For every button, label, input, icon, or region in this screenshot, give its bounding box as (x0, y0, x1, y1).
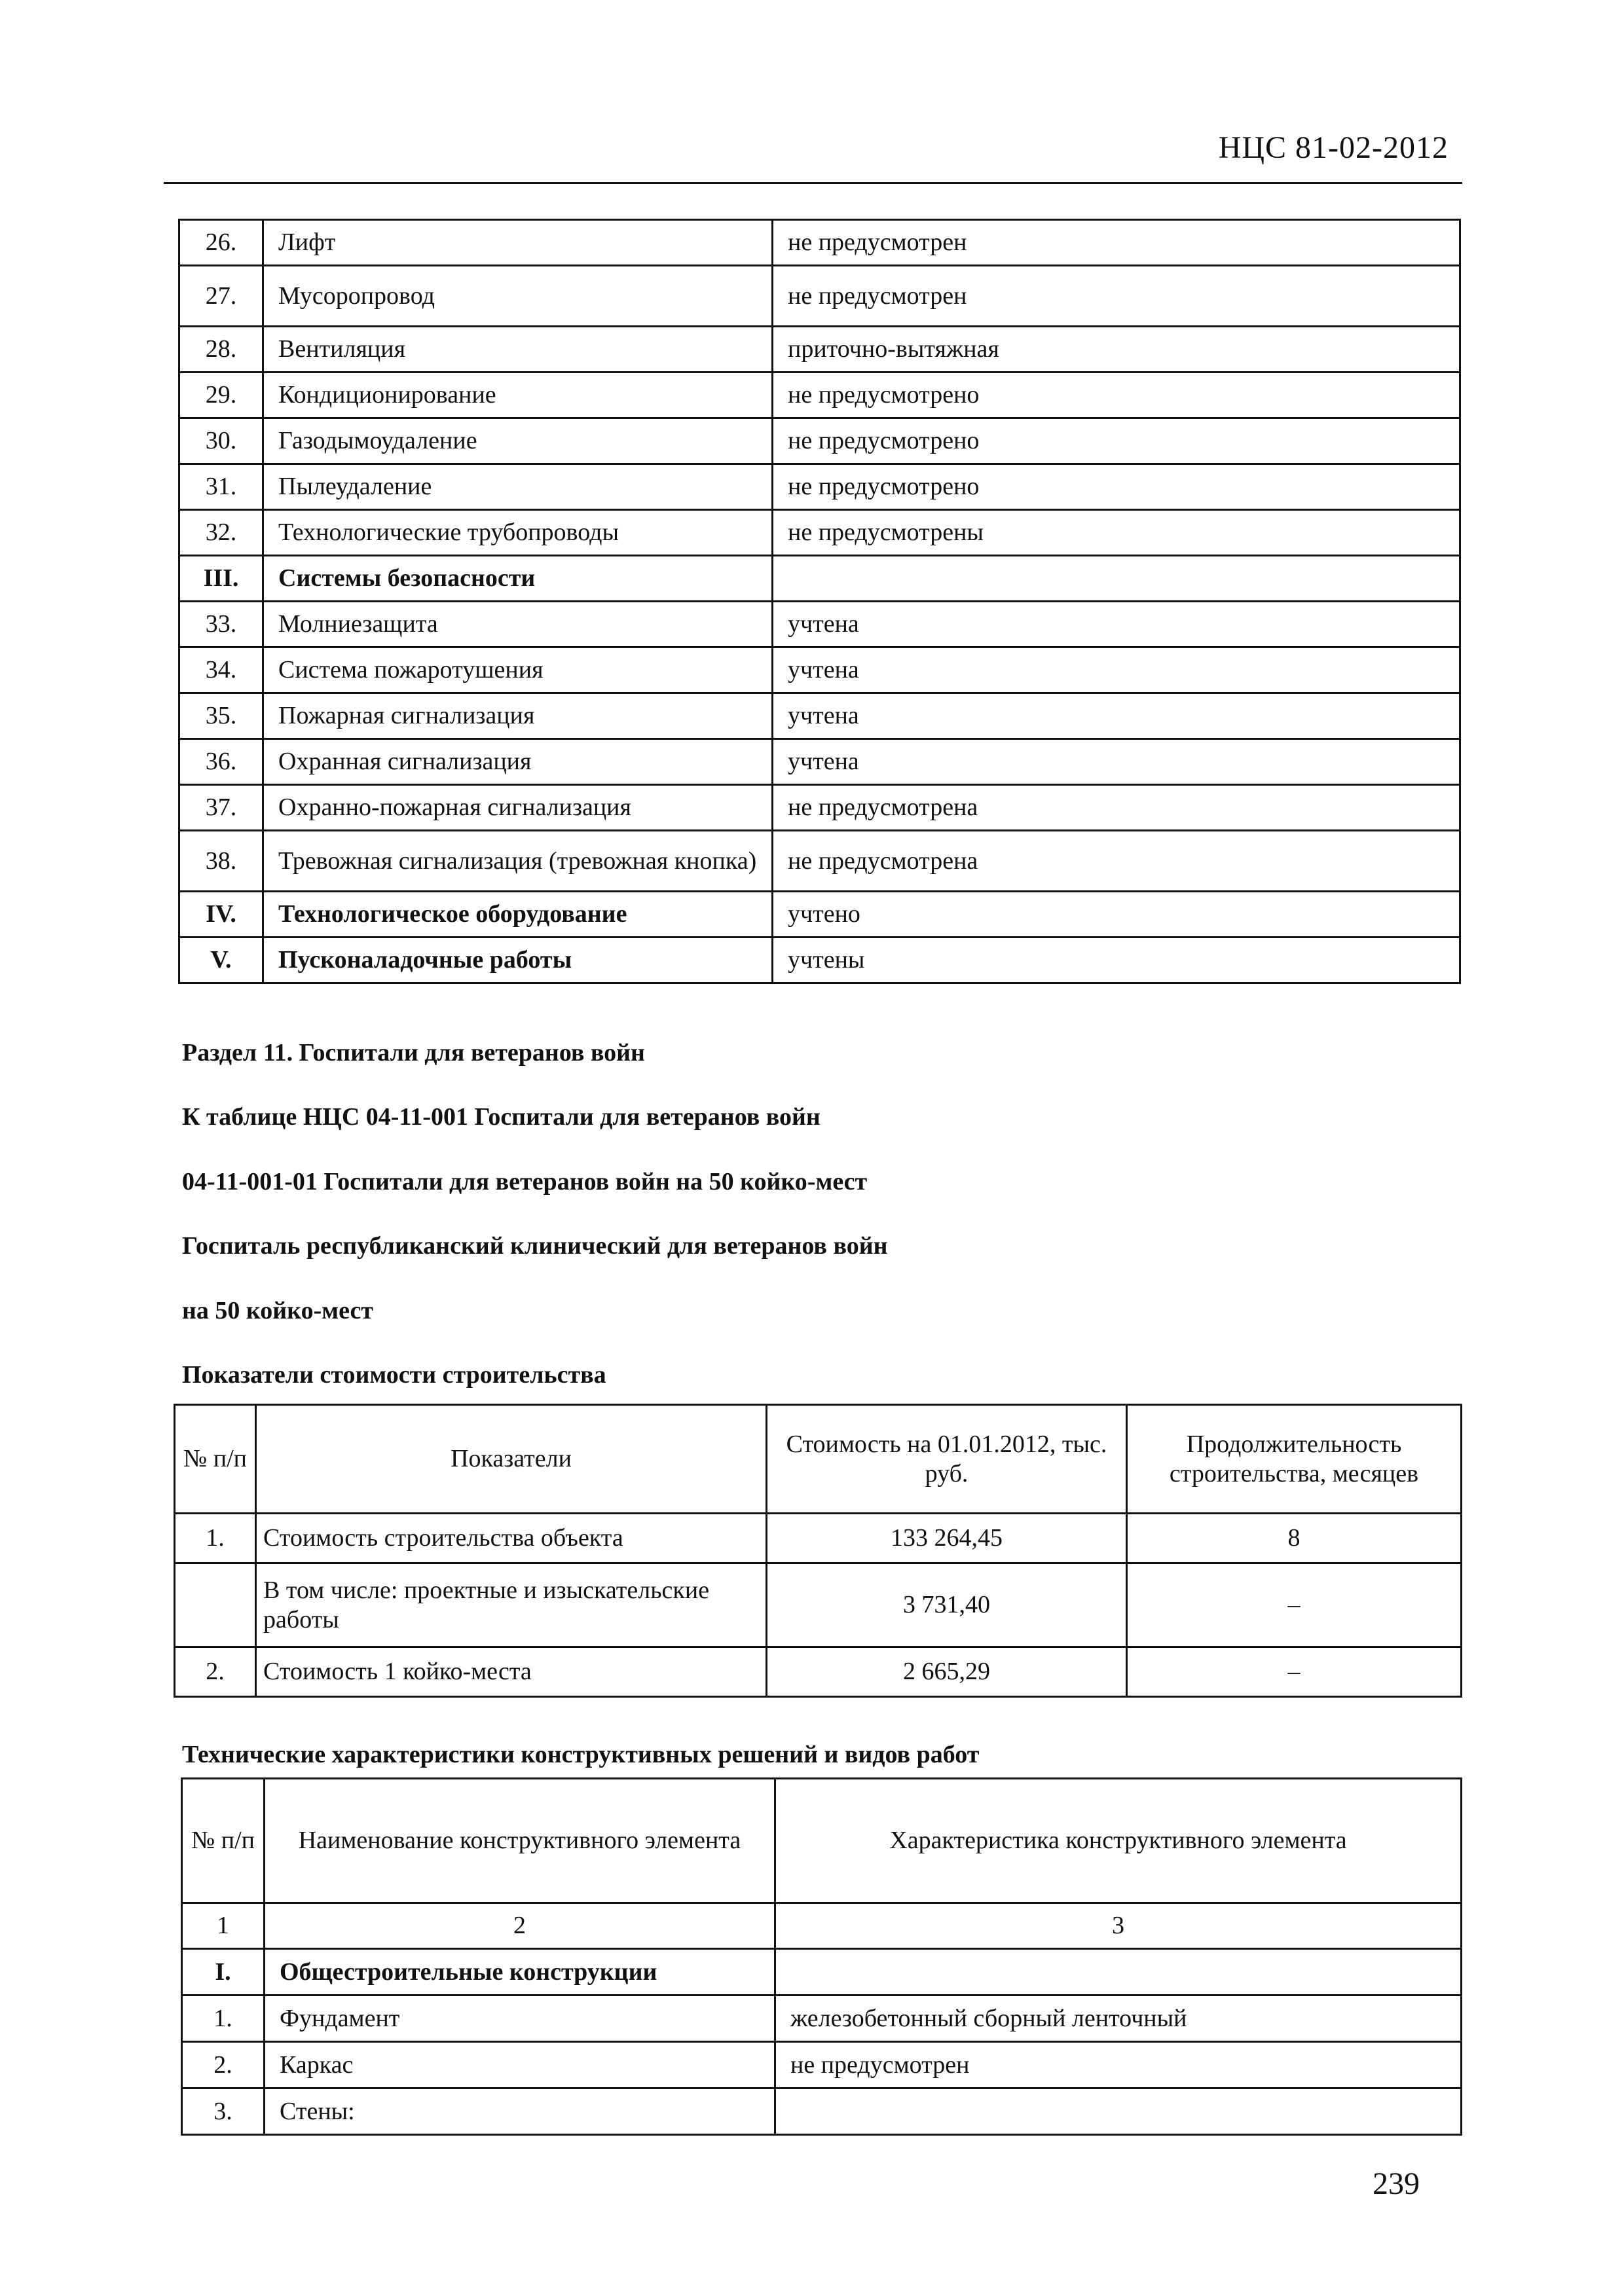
row-name: Общестроительные конструкции (265, 1949, 775, 1995)
systems-table (178, 219, 1461, 984)
row-name: Каркас (265, 2042, 775, 2088)
row-value (773, 556, 1460, 602)
row-name: Стоимость строительства объекта (256, 1514, 767, 1563)
cost-table (174, 1404, 1462, 1698)
row-number: IV. (179, 892, 263, 938)
row-duration: – (1127, 1563, 1462, 1647)
row-number: 37. (179, 785, 263, 831)
row-value: не предусмотрена (773, 831, 1460, 892)
row-number: 38. (179, 831, 263, 892)
row-number: III. (179, 556, 263, 602)
table-row (179, 647, 1460, 693)
row-name: Охранная сигнализация (263, 739, 773, 785)
hospital-heading-line1: Госпиталь республиканский клинический для ветеранов войн (182, 1232, 888, 1260)
row-name: Пылеудаление (263, 464, 773, 510)
row-name: Технологическое оборудование (263, 892, 773, 938)
header-element: Наименование конструктивного элемента (265, 1779, 775, 1903)
row-number: 26. (179, 220, 263, 266)
row-name: Система пожаротушения (263, 647, 773, 693)
row-name: В том числе: проектные и изыскательские работы (256, 1563, 767, 1647)
row-number: 36. (179, 739, 263, 785)
row-value: учтена (773, 739, 1460, 785)
row-number: 34. (179, 647, 263, 693)
section-heading: Раздел 11. Госпитали для ветеранов войн (182, 1039, 645, 1066)
table-row (182, 1949, 1462, 1995)
row-value: не предусмотрено (773, 464, 1460, 510)
page-number: 239 (1373, 2166, 1420, 2201)
table-row (179, 892, 1460, 938)
row-value (775, 1949, 1462, 1995)
row-name: Мусоропровод (263, 266, 773, 327)
row-name: Системы безопасности (263, 556, 773, 602)
table-row (175, 1563, 1462, 1647)
row-name: Технологические трубопроводы (263, 510, 773, 556)
row-value: учтена (773, 647, 1460, 693)
row-name: Молниезащита (263, 602, 773, 647)
row-name: Тревожная сигнализация (тревожная кнопка) (263, 831, 773, 892)
header-duration: Продолжительность строительства, месяцев (1127, 1405, 1462, 1514)
row-duration: – (1127, 1647, 1462, 1697)
table-row (179, 831, 1460, 892)
row-number: 33. (179, 602, 263, 647)
cost-table-header (175, 1405, 1462, 1514)
table-row (179, 693, 1460, 739)
row-value: учтено (773, 892, 1460, 938)
row-cost: 2 665,29 (767, 1647, 1127, 1697)
row-number: 29. (179, 373, 263, 418)
row-number (175, 1563, 256, 1647)
table-row (179, 556, 1460, 602)
row-value: железобетонный сборный ленточный (775, 1995, 1462, 2042)
column-number: 3 (775, 1903, 1462, 1949)
row-name: Фундамент (265, 1995, 775, 2042)
header-characteristic: Характеристика конструктивного элемента (775, 1779, 1462, 1903)
table-row (179, 373, 1460, 418)
row-name: Вентиляция (263, 327, 773, 373)
row-number: 1. (175, 1514, 256, 1563)
row-name: Охранно-пожарная сигнализация (263, 785, 773, 831)
row-value: приточно-вытяжная (773, 327, 1460, 373)
row-name: Стоимость 1 койко-места (256, 1647, 767, 1697)
row-number: 1. (182, 1995, 265, 2042)
table-row (179, 938, 1460, 983)
row-name: Пусконаладочные работы (263, 938, 773, 983)
tech-table-header (182, 1779, 1462, 1903)
row-number: 35. (179, 693, 263, 739)
row-number: 27. (179, 266, 263, 327)
table-row (182, 1995, 1462, 2042)
column-numbers-row (182, 1903, 1462, 1949)
row-value: не предусмотрена (773, 785, 1460, 831)
row-name: Пожарная сигнализация (263, 693, 773, 739)
table-row (179, 510, 1460, 556)
table-row (182, 2042, 1462, 2088)
item-code-heading: 04-11-001-01 Госпитали для ветеранов войн на 50 койко-мест (182, 1168, 868, 1195)
row-value: учтена (773, 693, 1460, 739)
row-value: не предусмотрено (773, 418, 1460, 464)
header-cost: Стоимость на 01.01.2012, тыс. руб. (767, 1405, 1127, 1514)
table-row (179, 464, 1460, 510)
row-value: учтены (773, 938, 1460, 983)
table-row (179, 266, 1460, 327)
row-number: 2. (175, 1647, 256, 1697)
column-number: 2 (265, 1903, 775, 1949)
row-number: 32. (179, 510, 263, 556)
to-table-heading: К таблице НЦС 04-11-001 Госпитали для ветеранов войн (182, 1103, 821, 1131)
table-row (179, 602, 1460, 647)
row-number: 2. (182, 2042, 265, 2088)
hospital-heading-line2: на 50 койко-мест (182, 1297, 373, 1324)
row-cost: 133 264,45 (767, 1514, 1127, 1563)
tech-table (181, 1777, 1462, 2136)
row-value: не предусмотрен (775, 2042, 1462, 2088)
row-number: 28. (179, 327, 263, 373)
row-cost: 3 731,40 (767, 1563, 1127, 1647)
table-row (175, 1647, 1462, 1697)
table-row (179, 327, 1460, 373)
row-value: не предусмотрено (773, 373, 1460, 418)
table-row (182, 2088, 1462, 2135)
row-value: не предусмотрен (773, 266, 1460, 327)
table-row (179, 785, 1460, 831)
row-number: 3. (182, 2088, 265, 2135)
row-name: Газодымоудаление (263, 418, 773, 464)
row-number: V. (179, 938, 263, 983)
table-row (179, 418, 1460, 464)
column-number: 1 (182, 1903, 265, 1949)
row-name: Стены: (265, 2088, 775, 2135)
header-rule (164, 182, 1462, 184)
row-duration: 8 (1127, 1514, 1462, 1563)
row-number: 31. (179, 464, 263, 510)
table-row (179, 220, 1460, 266)
table-row (179, 739, 1460, 785)
cost-indicators-heading: Показатели стоимости строительства (182, 1361, 606, 1389)
table-row (175, 1514, 1462, 1563)
row-number: I. (182, 1949, 265, 1995)
row-value: учтена (773, 602, 1460, 647)
row-name: Лифт (263, 220, 773, 266)
tech-characteristics-heading: Технические характеристики конструктивных решений и видов работ (182, 1741, 980, 1768)
row-value: не предусмотрены (773, 510, 1460, 556)
document-code: НЦС 81-02-2012 (1218, 130, 1449, 165)
header-indicators: Показатели (256, 1405, 767, 1514)
header-num: № п/п (175, 1405, 256, 1514)
row-number: 30. (179, 418, 263, 464)
row-value (775, 2088, 1462, 2135)
row-name: Кондиционирование (263, 373, 773, 418)
header-num: № п/п (182, 1779, 265, 1903)
row-value: не предусмотрен (773, 220, 1460, 266)
